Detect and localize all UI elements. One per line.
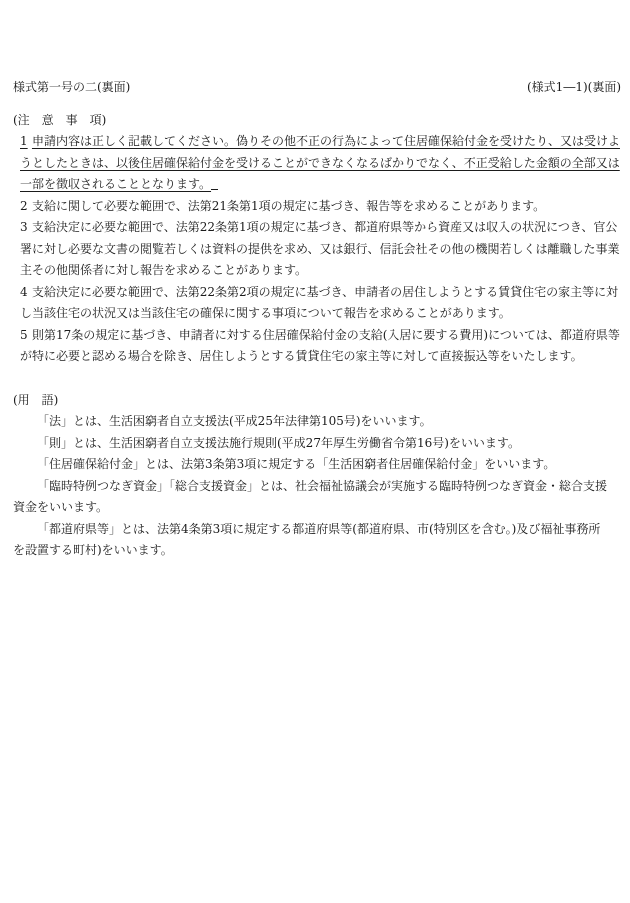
note-number: 3 xyxy=(20,220,28,234)
note-text: 支給決定に必要な範囲で、法第22条第1項の規定に基づき、都道府県等から資産又は収入の状況につき、官公署に対し必要な文書の閲覧若しくは資料の提供を求め、又は銀行、信託会社その他の機関若しくは離職した事業主その他関係者に対し報告を求めることがあります。 xyxy=(20,220,620,277)
note-item-2 xyxy=(20,196,621,218)
note-number: 2 xyxy=(20,198,28,213)
note-number: 1 xyxy=(20,134,28,148)
glossary-entry-rule: 「則」とは、生活困窮者自立支援法施行規則(平成27年厚生労働省令第16号)をいいます。 xyxy=(37,435,520,450)
form-code-left: 様式第一号の二(裏面) xyxy=(13,80,131,94)
notes-list xyxy=(20,131,621,368)
note-item-5 xyxy=(20,325,621,368)
note-item-4 xyxy=(20,282,621,325)
note-number: 5 xyxy=(20,327,28,342)
glossary-entry-prefectures: 「都道府県等」とは、法第4条第3項に規定する都道府県等(都道府県、市(特別区を含む。)及び福祉事務所を設置する町村)をいいます。 xyxy=(13,521,601,557)
note-item-3 xyxy=(20,217,621,282)
glossary-list xyxy=(13,411,609,562)
notes-section-title: (注 意 事 項) xyxy=(13,112,107,127)
form-code-right: (様式1―1)(裏面) xyxy=(527,80,621,94)
note-text: 支給決定に必要な範囲で、法第22条第2項の規定に基づき、申請者の居住しようとする賃貸住宅の家主等に対し当該住宅の状況又は当該住宅の確保に関する事項について報告を求めることがあります。 xyxy=(20,284,619,320)
glossary-section-title: (用 語) xyxy=(13,392,59,407)
underline-tail xyxy=(211,184,218,190)
glossary-entry-law: 「法」とは、生活困窮者自立支援法(平成25年法律第105号)をいいます。 xyxy=(37,414,432,428)
note-text: 申請内容は正しく記載してください。偽りその他不正の行為によって住居確保給付金を受けたり、又は受けようとしたときは、以後住居確保給付金を受けることができなくなるばかりでなく、不正受給した金額の全部又は一部を徴収されることとなります。 xyxy=(20,134,620,191)
note-number: 4 xyxy=(20,284,28,299)
glossary-entry-funds: 「臨時特例つなぎ資金」「総合支援資金」とは、社会福祉協議会が実施する臨時特例つなぎ資金・総合支援資金をいいます。 xyxy=(13,478,608,514)
glossary-entry-benefit: 「住居確保給付金」とは、法第3条第3項に規定する「生活困窮者住居確保給付金」をいいます。 xyxy=(37,457,556,471)
document-header xyxy=(13,77,621,99)
note-text: 則第17条の規定に基づき、申請者に対する住居確保給付金の支給(入居に要する費用)については、都道府県等が特に必要と認める場合を除き、居住しようとする賃貸住宅の家主等に対して直接振込等をいたします。 xyxy=(20,327,620,363)
note-text: 支給に関して必要な範囲で、法第21条第1項の規定に基づき、報告等を求めることがあります。 xyxy=(31,198,546,213)
note-item-1 xyxy=(20,131,621,196)
